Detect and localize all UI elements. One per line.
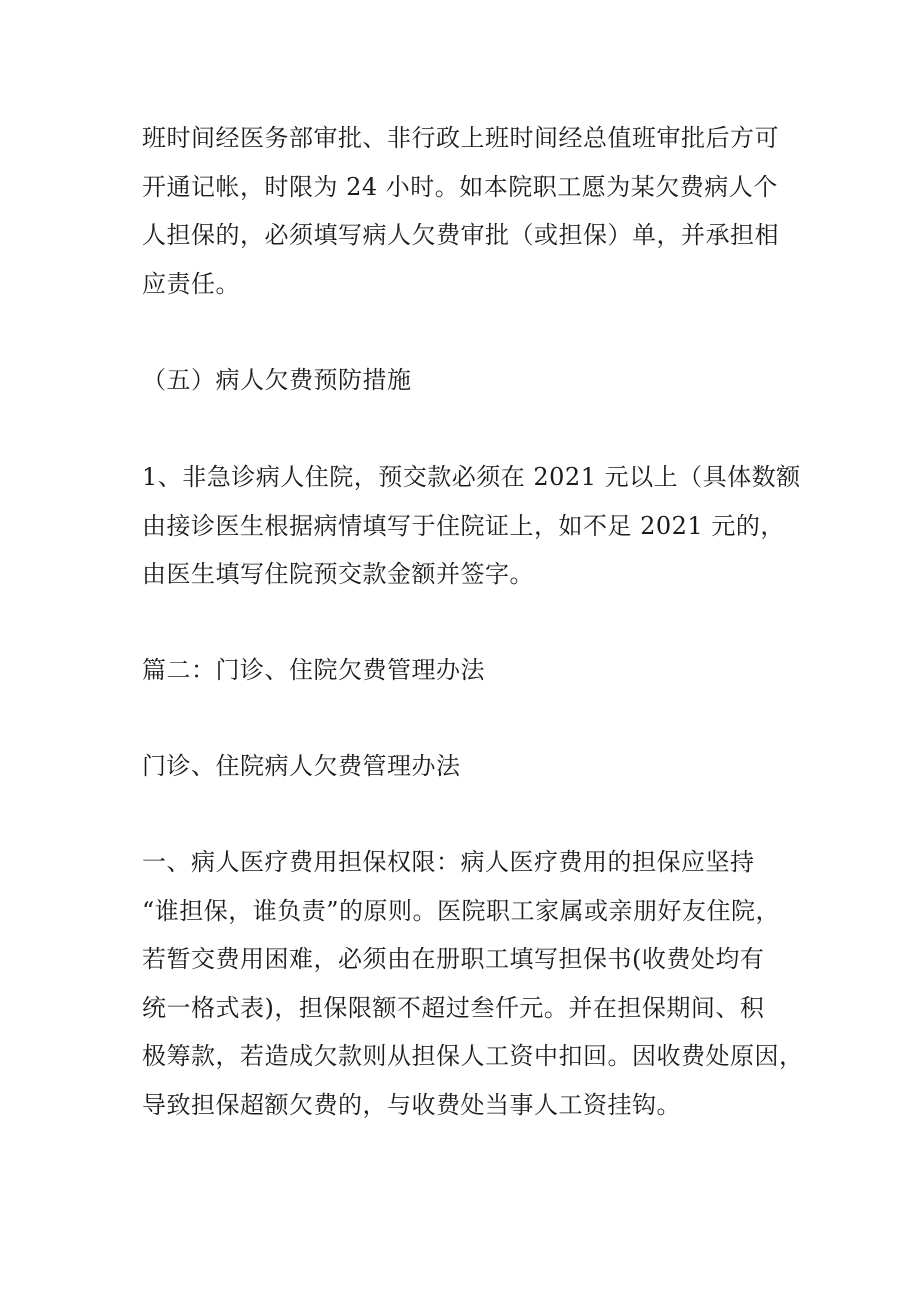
text-line: 统一格式表)，担保限额不超过叁仟元。并在担保期间、积: [142, 993, 765, 1022]
paragraph-guarantee-authority: [142, 838, 804, 1129]
text-line: 1、非急诊病人住院，预交款必须在 2021 元以上（具体数额: [142, 463, 801, 491]
chapter-heading: [142, 646, 782, 695]
text-line: 极筹款，若造成欠款则从担保人工资中扣回。因收费处原因，: [142, 1042, 804, 1070]
text-line: 导致担保超额欠费的，与收费处当事人工资挂钩。: [142, 1090, 681, 1119]
text-line: 班时间经医务部审批、非行政上班时间经总值班审批后方可: [142, 124, 779, 152]
text-line: 由接诊医生根据病情填写于住院证上，如不足 2021 元的，: [142, 511, 785, 540]
text-line: 开通记帐，时限为 24 小时。如本院职工愿为某欠费病人个: [142, 172, 778, 201]
text-line: “谁担保，谁负责”的原则。医院职工家属或亲朋好友住院，: [142, 896, 781, 925]
heading-text: （五）病人欠费预防措施: [142, 366, 412, 394]
paragraph-prepayment: [142, 453, 801, 599]
heading-text: 门诊、住院病人欠费管理办法: [142, 752, 461, 780]
text-line: 应责任。: [142, 269, 240, 298]
paragraph-guarantee-approval: [142, 114, 782, 308]
heading-text: 篇二：门诊、住院欠费管理办法: [142, 656, 485, 684]
text-line: 若暂交费用困难，必须由在册职工填写担保书(收费处均有: [142, 945, 765, 973]
section-heading-prevention: [142, 356, 782, 405]
text-line: 由医生填写住院预交款金额并签字。: [142, 560, 534, 588]
text-line: 人担保的，必须填写病人欠费审批（或担保）单，并承担相: [142, 221, 779, 249]
text-line: 一、病人医疗费用担保权限：病人医疗费用的担保应坚持: [142, 848, 755, 876]
document-title: [142, 742, 782, 791]
